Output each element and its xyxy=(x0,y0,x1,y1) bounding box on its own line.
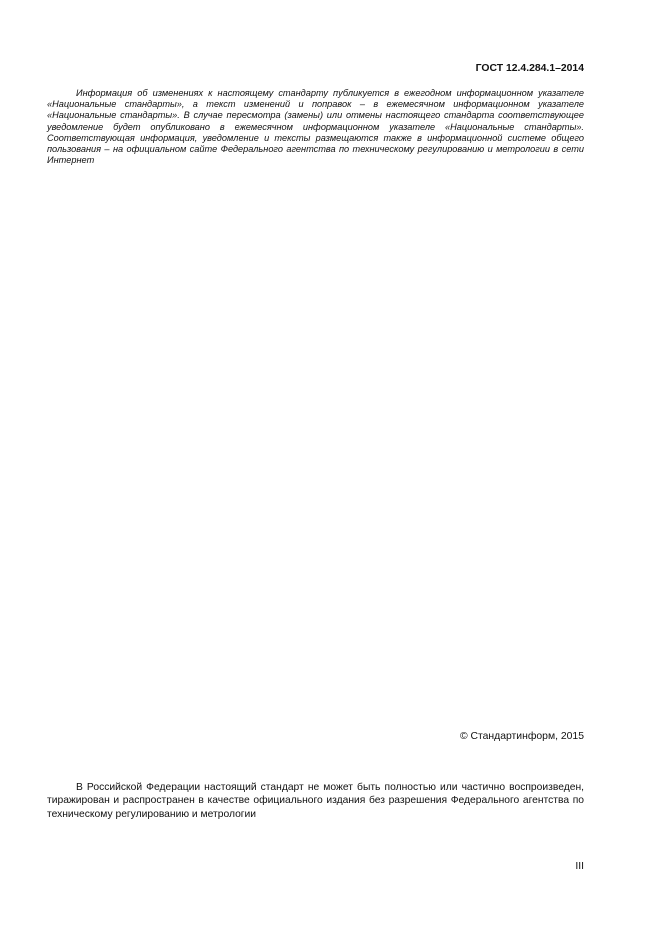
standard-code-header: ГОСТ 12.4.284.1–2014 xyxy=(475,63,584,74)
page-number: III xyxy=(575,861,584,872)
amendments-notice-paragraph: Информация об изменениях к настоящему стандарту публикуется в ежегодном информационном указателе «Национальные стандарты», а текст изменений и поправок – в ежемесячном информационном указателе «Национальные стандарты». В случае пересмотра (замены) или отмены настоящего стандарта соответствующее уведомление будет опубликовано в ежемесячном информационном указателе «Национальные стандарты». Соответствующая информация, уведомление и тексты размещаются также в информационной системе общего пользования – на официальном сайте Федерального агентства по техническому регулированию и метрологии в сети Интернет xyxy=(47,88,584,166)
copyright-line: © Стандартинформ, 2015 xyxy=(459,731,584,742)
reproduction-restriction-paragraph: В Российской Федерации настоящий стандарт не может быть полностью или частично воспроизведен, тиражирован и распространен в качестве официального издания без разрешения Федерального агентства по техническому регулированию и метрологии xyxy=(47,782,584,820)
